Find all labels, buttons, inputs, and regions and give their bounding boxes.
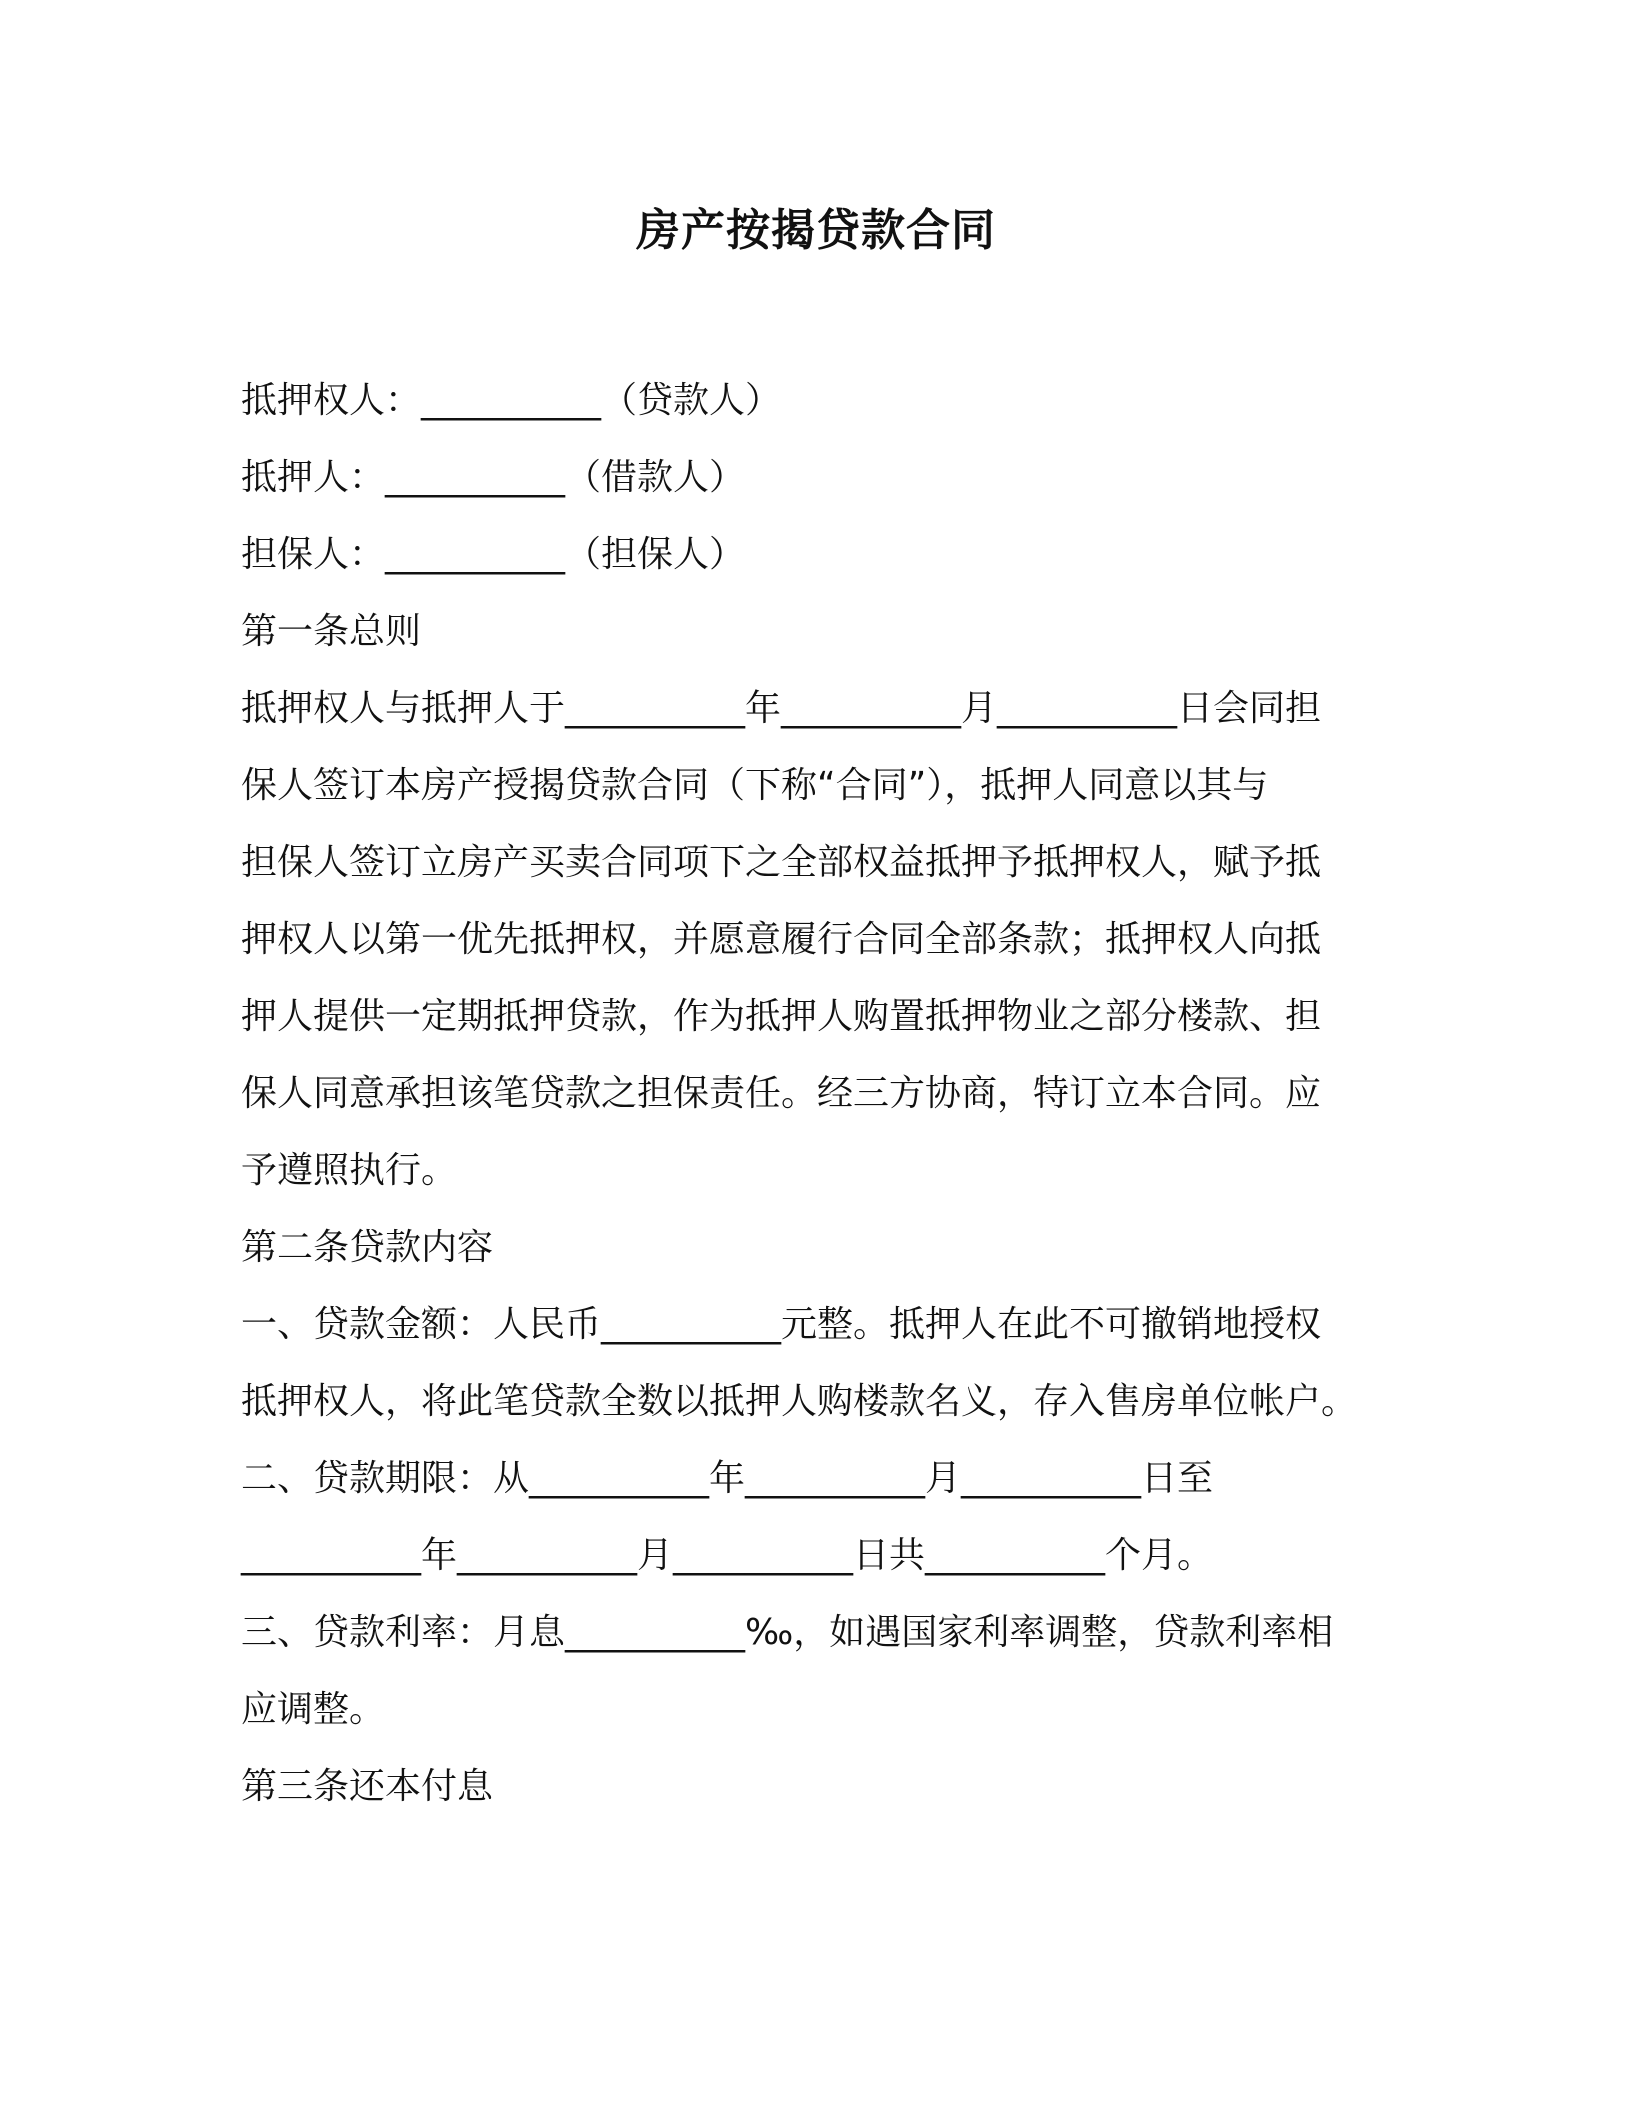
- article-1-text-line: 予遵照执行。: [241, 1150, 458, 1191]
- article-1-text-line: 担保人签订立房产买卖合同项下之全部权益抵押予抵押权人，赋予抵: [241, 842, 1322, 883]
- mortgagee-line: 抵押权人：__________（贷款人）: [241, 380, 782, 421]
- interest-rate-line: 三、贷款利率：月息__________‰，如遇国家利率调整，贷款利率相: [241, 1612, 1334, 1653]
- article-1-text-line: 保人同意承担该笔贷款之担保责任。经三方协商，特订立本合同。应: [241, 1073, 1322, 1114]
- loan-amount-line: 一、贷款金额：人民币__________元整。抵押人在此不可撤销地授权: [241, 1304, 1322, 1345]
- guarantor-line: 担保人：__________（担保人）: [241, 534, 746, 575]
- document-title: 房产按揭贷款合同: [636, 205, 996, 256]
- article-1-text-line: 押权人以第一优先抵押权，并愿意履行合同全部条款；抵押权人向抵: [241, 919, 1322, 960]
- loan-amount-line: 抵押权人，将此笔贷款全数以抵押人购楼款名义，存入售房单位帐户。: [241, 1381, 1358, 1422]
- loan-term-line: 二、贷款期限：从__________年__________月__________日至: [241, 1458, 1214, 1499]
- article-1-text-line: 保人签订本房产授揭贷款合同（下称“合同”），抵押人同意以其与: [241, 765, 1269, 806]
- article-1-text-line: 抵押权人与抵押人于__________年__________月__________日会同担: [241, 688, 1322, 729]
- loan-term-line: __________年__________月__________日共__________个月。: [241, 1535, 1214, 1576]
- interest-rate-line: 应调整。: [241, 1689, 386, 1730]
- mortgagor-line: 抵押人：__________（借款人）: [241, 457, 746, 498]
- article-3-heading: 第三条还本付息: [241, 1766, 494, 1807]
- article-1-heading: 第一条总则: [241, 611, 422, 652]
- article-1-text-line: 押人提供一定期抵押贷款，作为抵押人购置抵押物业之部分楼款、担: [241, 996, 1322, 1037]
- document-body: [241, 362, 1411, 1825]
- article-2-heading: 第二条贷款内容: [241, 1227, 494, 1268]
